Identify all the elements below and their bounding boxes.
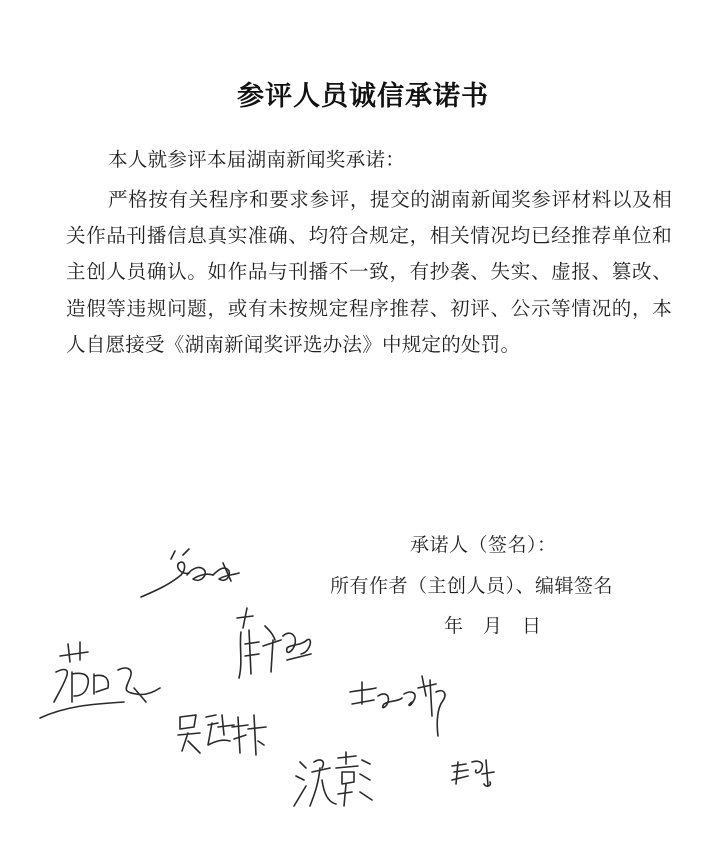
- handwritten-signature-6: [290, 748, 380, 818]
- document-title: 参评人员诚信承诺书: [237, 81, 489, 112]
- handwritten-signature-1: [135, 545, 245, 605]
- handwritten-signature-7: [446, 754, 501, 794]
- signer-label: 承诺人（签名）：: [410, 534, 557, 556]
- handwritten-signature-5: [172, 705, 272, 765]
- handwritten-signature-3: [36, 632, 166, 727]
- handwritten-signature-4: [340, 670, 460, 750]
- handwritten-signature-2: [225, 600, 320, 685]
- date-label: 年 月 日: [444, 615, 542, 637]
- commitment-paragraph: 严格按有关程序和要求参评，提交的湖南新闻奖参评材料以及相关作品刊播信息真实准确、均符合规定，相关情况均已经推荐单位和主创人员确认。如作品与刊播不一致，有抄袭、失实、虚报、篡改、造假等违规问题，或有未按规定程序推荐、初评、公示等情况的，本人自愿接受《湖南新闻奖评选办法》中规定的处罚。: [66, 188, 672, 356]
- signer-description: 所有作者（主创人员）、编辑签名: [330, 575, 614, 597]
- intro-line: 本人就参评本届湖南新闻奖承诺：: [108, 148, 406, 171]
